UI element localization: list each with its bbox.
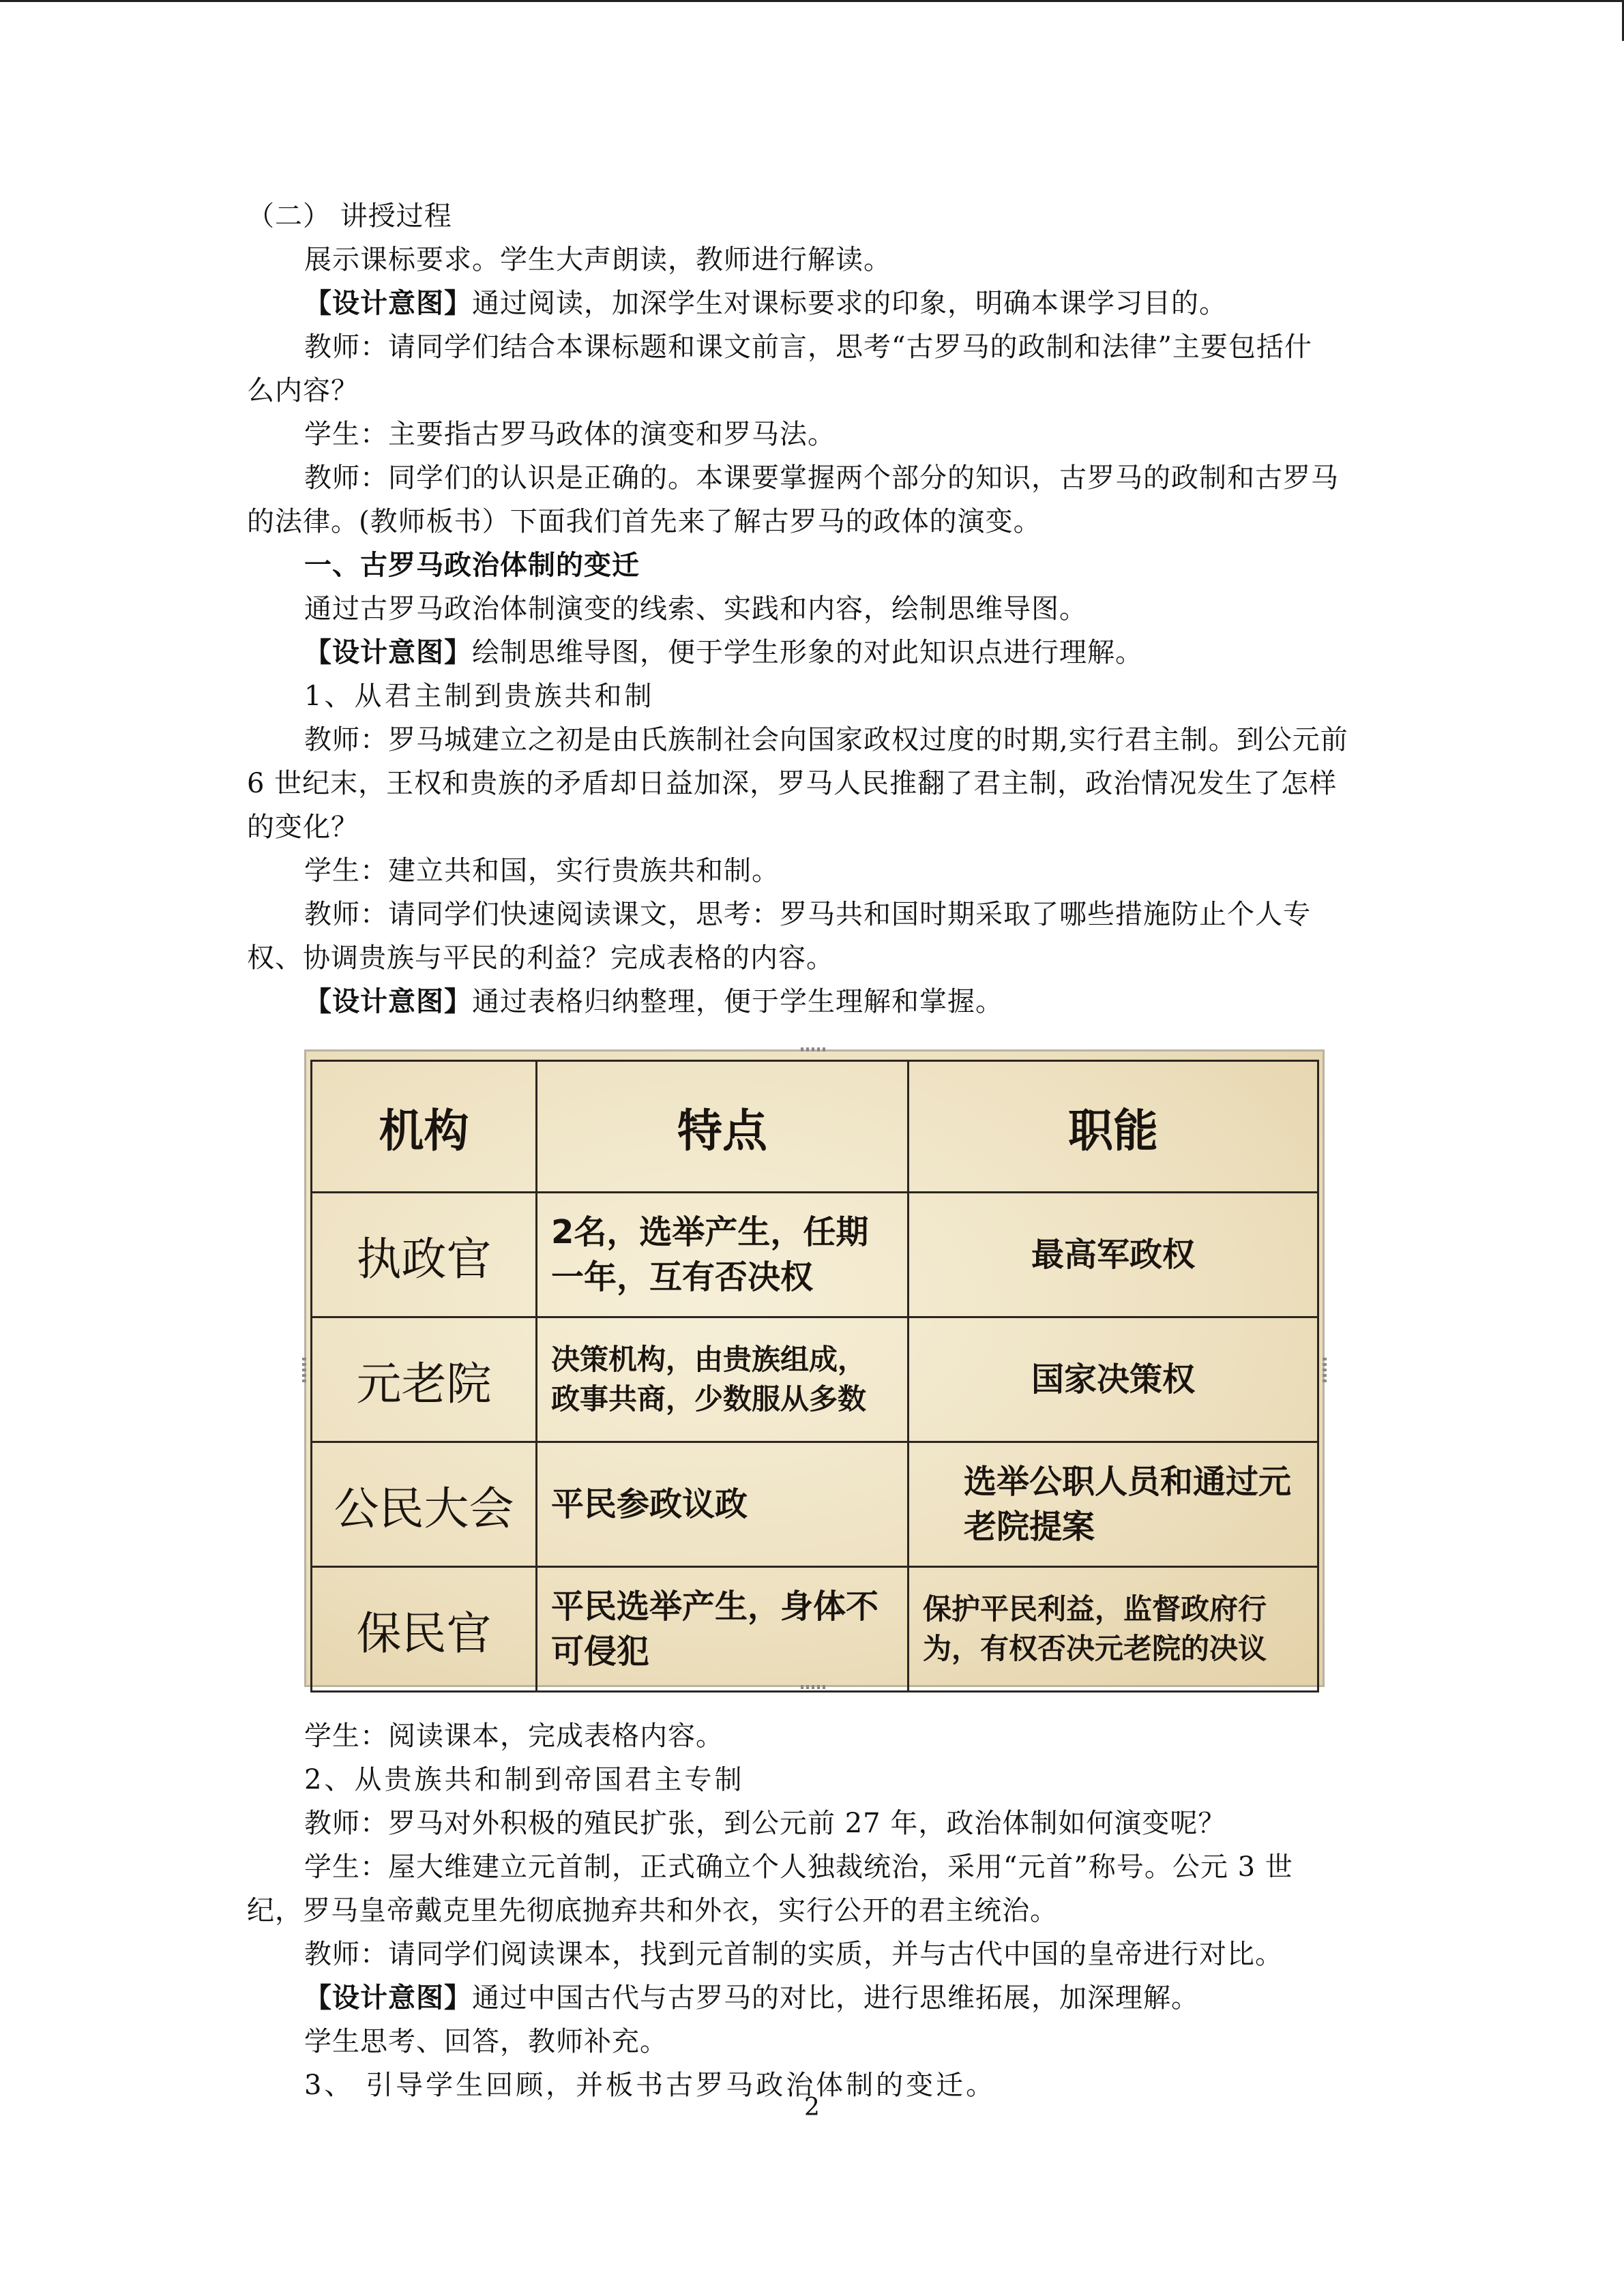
paragraph-line bbox=[247, 1889, 1379, 1933]
paragraph-line bbox=[247, 369, 1379, 413]
line-text: 教师：请同学们结合本课标题和课文前言，思考“古罗马的政制和法律”主要包括什 bbox=[304, 331, 1312, 363]
resize-handle-top[interactable] bbox=[801, 1047, 828, 1052]
institution-table-image bbox=[304, 1049, 1325, 1687]
paragraph-line bbox=[247, 980, 1379, 1024]
paragraph-line bbox=[247, 805, 1379, 849]
text-before-table bbox=[247, 194, 1379, 1024]
institution-function: 选举公职人员和通过元老院提案 bbox=[909, 1442, 1318, 1567]
line-text: 通过中国古代与古罗马的对比，进行思维拓展，加深理解。 bbox=[472, 1982, 1199, 2014]
bold-lead: 【设计意图】 bbox=[304, 1982, 472, 2014]
institution-name: 保民官 bbox=[312, 1567, 537, 1692]
resize-handle-left[interactable] bbox=[302, 1355, 306, 1382]
resize-handle-right[interactable] bbox=[1323, 1355, 1327, 1382]
paragraph-line bbox=[247, 849, 1379, 893]
line-text: 教师：请同学们快速阅读课文，思考：罗马共和国时期采取了哪些措施防止个人专 bbox=[304, 899, 1311, 930]
document-body bbox=[247, 194, 1379, 2107]
paragraph-line bbox=[247, 587, 1379, 631]
line-text: 权、协调贵族与平民的利益？完成表格的内容。 bbox=[247, 942, 834, 974]
line-text: 绘制思维导图，便于学生形象的对此知识点进行理解。 bbox=[472, 637, 1143, 668]
institution-feature: 平民选举产生，身体不可侵犯 bbox=[537, 1567, 909, 1692]
paragraph-line bbox=[247, 1758, 1379, 1802]
line-text: 学生：阅读课本，完成表格内容。 bbox=[304, 1720, 724, 1752]
table-row bbox=[312, 1193, 1318, 1317]
line-text: 教师：罗马城建立之初是由氏族制社会向国家政权过度的时期,实行君主制。到公元前 bbox=[304, 724, 1348, 756]
paragraph-line bbox=[247, 413, 1379, 456]
paragraph-line bbox=[247, 194, 1379, 238]
paragraph-line bbox=[247, 325, 1379, 369]
institution-feature: 2名，选举产生，任期一年，互有否决权 bbox=[537, 1193, 909, 1317]
line-text: 6 世纪末，王权和贵族的矛盾却日益加深，罗马人民推翻了君主制，政治情况发生了怎样 bbox=[247, 768, 1338, 799]
institution-feature: 决策机构，由贵族组成，政事共商，少数服从多数 bbox=[537, 1317, 909, 1442]
paragraph-line bbox=[247, 893, 1379, 936]
line-text: 通过阅读，加深学生对课标要求的印象，明确本课学习目的。 bbox=[472, 288, 1227, 319]
paragraph-line bbox=[247, 238, 1379, 282]
institution-name: 执政官 bbox=[312, 1193, 537, 1317]
line-text: 展示课标要求。学生大声朗读，教师进行解读。 bbox=[304, 244, 891, 275]
paragraph-line bbox=[247, 674, 1379, 718]
paragraph-line bbox=[247, 456, 1379, 500]
line-text: 学生：建立共和国，实行贵族共和制。 bbox=[304, 855, 780, 886]
paragraph-line bbox=[247, 631, 1379, 674]
line-text: 的变化？ bbox=[247, 811, 359, 843]
page-number: 2 bbox=[804, 2093, 820, 2121]
line-text: 3、 引导学生回顾，并板书古罗马政治体制的变迁。 bbox=[304, 2070, 996, 2101]
paragraph-line bbox=[247, 1976, 1379, 2020]
institution-name: 元老院 bbox=[312, 1317, 537, 1442]
table-row bbox=[312, 1442, 1318, 1567]
table-header-row bbox=[312, 1061, 1318, 1193]
paragraph-line bbox=[247, 718, 1379, 762]
line-text: 通过表格归纳整理，便于学生理解和掌握。 bbox=[472, 986, 1003, 1017]
paragraph-line bbox=[247, 500, 1379, 543]
bold-lead: 【设计意图】 bbox=[304, 636, 472, 668]
line-text: 学生：主要指古罗马政体的演变和罗马法。 bbox=[304, 419, 836, 450]
line-text: 的法律。(教师板书）下面我们首先来了解古罗马的政体的演变。 bbox=[247, 506, 1042, 537]
text-after-table bbox=[247, 1714, 1379, 2107]
paragraph-line bbox=[247, 1933, 1379, 1976]
line-text: 纪，罗马皇帝戴克里先彻底抛弃共和外衣，实行公开的君主统治。 bbox=[247, 1895, 1058, 1926]
paragraph-line bbox=[247, 282, 1379, 325]
header-cell: 职能 bbox=[909, 1061, 1318, 1193]
line-text: 通过古罗马政治体制演变的线索、实践和内容，绘制思维导图。 bbox=[304, 593, 1087, 625]
institution-function: 最高军政权 bbox=[909, 1193, 1318, 1317]
line-text: 学生：屋大维建立元首制，正式确立个人独裁统治，采用“元首”称号。公元 3 世 bbox=[304, 1851, 1293, 1883]
bold-lead: 【设计意图】 bbox=[304, 985, 472, 1017]
paragraph-line bbox=[247, 543, 1379, 587]
table-row bbox=[312, 1317, 1318, 1442]
page-top-border bbox=[0, 0, 1624, 2]
bold-lead: 【设计意图】 bbox=[304, 287, 472, 319]
institution-name: 公民大会 bbox=[312, 1442, 537, 1567]
line-text: 2、从贵族共和制到帝国君主专制 bbox=[304, 1764, 745, 1795]
institution-feature: 平民参政议政 bbox=[537, 1442, 909, 1567]
table-row bbox=[312, 1567, 1318, 1692]
line-text: 教师：请同学们阅读课本，找到元首制的实质，并与古代中国的皇帝进行对比。 bbox=[304, 1939, 1283, 1970]
bold-lead: 一、古罗马政治体制的变迁 bbox=[304, 549, 640, 581]
paragraph-line bbox=[247, 762, 1379, 805]
header-cell: 特点 bbox=[537, 1061, 909, 1193]
paragraph-line bbox=[247, 1802, 1379, 1845]
paragraph-line bbox=[247, 1714, 1379, 1758]
line-text: 教师：同学们的认识是正确的。本课要掌握两个部分的知识，古罗马的政制和古罗马 bbox=[304, 462, 1339, 494]
paragraph-line bbox=[247, 2020, 1379, 2063]
line-text: 1、从君主制到贵族共和制 bbox=[304, 681, 655, 712]
line-text: 教师：罗马对外积极的殖民扩张，到公元前 27 年，政治体制如何演变呢？ bbox=[304, 1808, 1226, 1839]
paragraph-line bbox=[247, 1845, 1379, 1889]
roman-institutions-table bbox=[310, 1060, 1319, 1693]
header-cell: 机构 bbox=[312, 1061, 537, 1193]
paragraph-line bbox=[247, 936, 1379, 980]
line-text: （二） 讲授过程 bbox=[247, 200, 452, 232]
line-text: 学生思考、回答，教师补充。 bbox=[304, 2026, 668, 2057]
institution-function: 保护平民利益，监督政府行为，有权否决元老院的决议 bbox=[909, 1567, 1318, 1692]
institution-function: 国家决策权 bbox=[909, 1317, 1318, 1442]
line-text: 么内容？ bbox=[247, 375, 359, 406]
